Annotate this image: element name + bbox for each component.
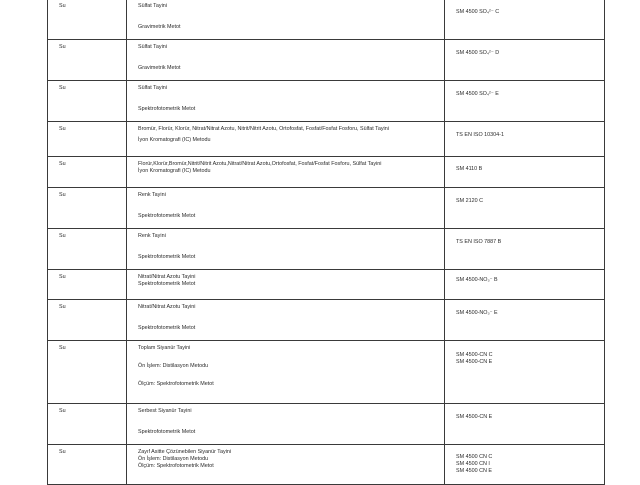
parameter-line: Nitrat/Nitrat Azotu Tayini [138, 274, 196, 280]
matrix-cell: Su [48, 81, 127, 122]
method-reference: SM 4500 SO₄²⁻ D [456, 50, 500, 56]
parameter-line: Nitrat/Nitrat Azotu Tayini [138, 304, 196, 310]
parameter-cell [127, 404, 445, 445]
table-row [48, 0, 605, 40]
matrix-cell: Su [48, 188, 127, 229]
matrix-cell: Su [48, 0, 127, 40]
method-reference: SM 4500-CN C [456, 352, 493, 358]
method-reference: SM 4500 CN C [456, 454, 493, 460]
table-row [48, 188, 605, 229]
matrix-cell: Su [48, 40, 127, 81]
matrix-cell: Su [48, 270, 127, 300]
parameter-line: Sülfat Tayini [138, 85, 167, 91]
matrix-cell: Su [48, 229, 127, 270]
parameter-line: Spektrofotometrik Metot [138, 254, 196, 261]
parameter-line: Toplam Siyanür Tayini [138, 345, 191, 351]
parameter-cell [127, 229, 445, 270]
matrix-cell: Su [48, 404, 127, 445]
table-row [48, 157, 605, 188]
parameter-line: Gravimetrik Metot [138, 65, 181, 72]
method-reference: SM 2120 C [456, 198, 483, 204]
method-cell [445, 404, 605, 445]
method-reference: SM 4500 SO₄²⁻ C [456, 9, 500, 15]
parameter-line: İyon Kromatografi (IC) Metodu [138, 137, 211, 144]
table-row [48, 270, 605, 300]
table-body [48, 0, 605, 485]
parameter-line: Spektrofotometrik Metot [138, 213, 196, 220]
parameter-cell [127, 445, 445, 485]
method-reference: TS EN ISO 7887 B [456, 239, 502, 245]
parameter-line: Florür,Klorür,Bromür,Nitrit/Nitrit Azotu,Nitrat/Nitrat Azotu,Ortofosfat, Fosfat/Fosfat Fosforu, Sülfat Tayini [138, 161, 382, 167]
method-cell [445, 122, 605, 157]
parameter-line: Spektrofotometrik Metot [138, 106, 196, 113]
method-reference: SM 4500-NO₃⁻ B [456, 277, 498, 283]
method-cell [445, 40, 605, 81]
table-row [48, 404, 605, 445]
table-row [48, 229, 605, 270]
parameter-line: Spektrofotometrik Metot [138, 325, 196, 332]
method-cell [445, 341, 605, 404]
method-reference: SM 4500-NO₃⁻ E [456, 310, 498, 316]
table-row [48, 81, 605, 122]
table-row [48, 300, 605, 341]
parameter-cell [127, 157, 445, 188]
parameter-cell [127, 188, 445, 229]
method-reference: SM 4500-CN E [456, 359, 493, 366]
method-cell [445, 445, 605, 485]
parameter-line: İyon Kromatografi (IC) Metodu [138, 168, 211, 175]
method-reference: SM 4500-CN E [456, 414, 493, 420]
matrix-cell: Su [48, 122, 127, 157]
method-cell [445, 81, 605, 122]
parameter-cell [127, 81, 445, 122]
parameter-cell [127, 122, 445, 157]
parameter-line: Ön İşlem: Distilasyon Metodu [138, 456, 209, 463]
method-reference: SM 4110 B [456, 166, 483, 172]
matrix-cell: Su [48, 341, 127, 404]
parameter-line: Bromür, Florür, Klorür, Nitrat/Nitrat Azotu, Nitrit/Nitrit Azotu, Ortofosfat, Fosfat/Fosfat Fosforu, Sülfat Tayini [138, 126, 389, 132]
table-row [48, 122, 605, 157]
method-cell [445, 188, 605, 229]
parameter-cell [127, 341, 445, 404]
matrix-cell: Su [48, 157, 127, 188]
method-reference: SM 4500 SO₄²⁻ E [456, 91, 499, 97]
matrix-cell: Su [48, 445, 127, 485]
method-cell [445, 270, 605, 300]
parameter-line: Ön İşlem: Distilasyon Metodu [138, 363, 209, 370]
parameter-cell [127, 0, 445, 40]
matrix-cell: Su [48, 300, 127, 341]
parameter-line: Sülfat Tayini [138, 44, 167, 50]
method-reference: SM 4500 CN E [456, 468, 492, 475]
table-row [48, 341, 605, 404]
method-cell [445, 229, 605, 270]
parameter-line: Serbest Siyanür Tayini [138, 408, 192, 414]
table-row [48, 40, 605, 81]
parameter-cell [127, 270, 445, 300]
parameter-line: Renk Tayini [138, 233, 166, 239]
parameter-cell [127, 40, 445, 81]
method-cell [445, 0, 605, 40]
parameter-line: Renk Tayini [138, 192, 166, 198]
parameter-cell [127, 300, 445, 341]
table-row [48, 445, 605, 485]
parameter-line: Zayıf Asitte Çözünebilen Siyanür Tayini [138, 449, 232, 455]
parameter-line: Ölçüm: Spektrofotometrik Metot [138, 463, 214, 470]
method-cell [445, 157, 605, 188]
method-reference: TS EN ISO 10304-1 [456, 132, 504, 138]
parameter-line: Sülfat Tayini [138, 3, 167, 9]
parameter-line: Gravimetrik Metot [138, 24, 181, 31]
accreditation-methods-table [47, 0, 605, 485]
parameter-line: Spektrofotometrik Metot [138, 281, 196, 288]
method-reference: SM 4500 CN I [456, 461, 490, 468]
parameter-line: Spektrofotometrik Metot [138, 429, 196, 436]
method-cell [445, 300, 605, 341]
parameter-line: Ölçüm: Spektrofotometrik Metot [138, 381, 214, 388]
